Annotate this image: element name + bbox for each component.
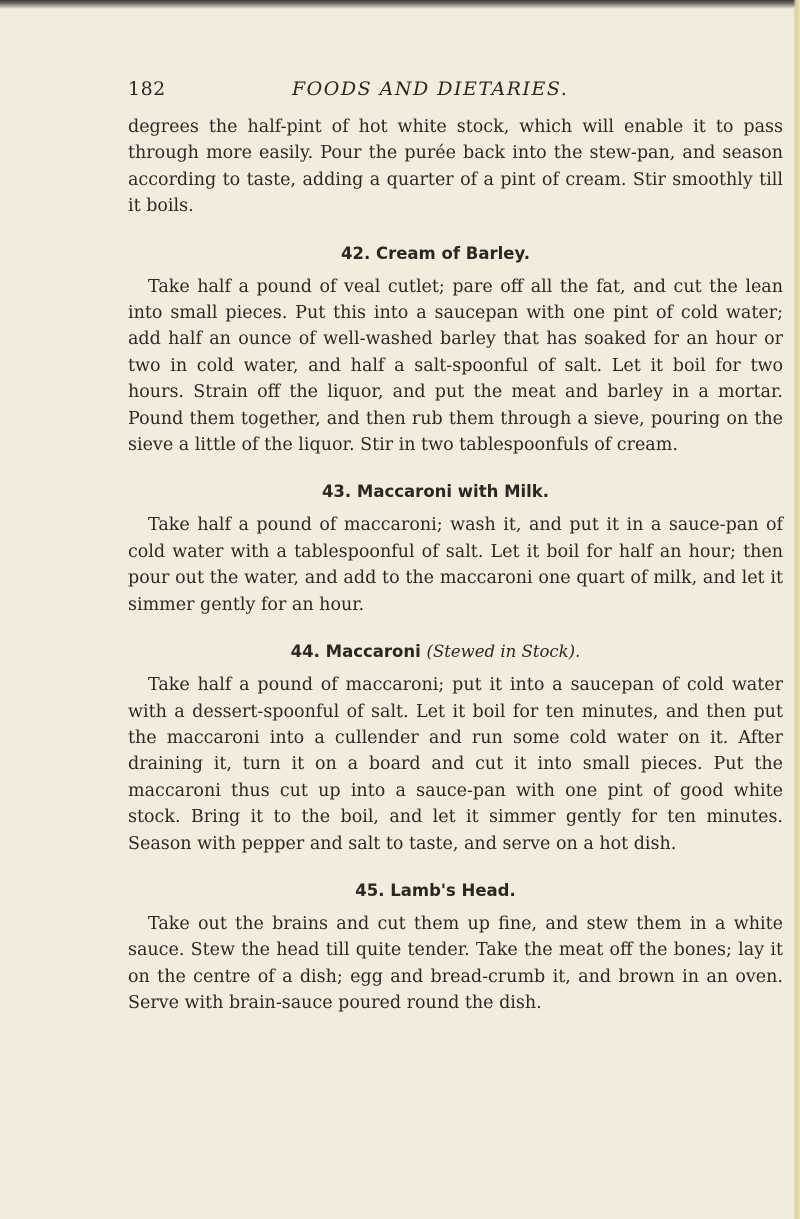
intro-paragraph: degrees the half-pint of hot white stock, which will enable it to pass through more easily. Pour the purée back into the stew-pan, and season according to taste, adding a quarter of a pint of cream. Stir smoothly till it boils. — [128, 117, 783, 217]
section-title-text: 45. Lamb's Head. — [355, 880, 516, 900]
page-number: 182 — [128, 78, 166, 100]
running-head: FOODS AND DIETARIES. — [292, 78, 569, 100]
book-page — [128, 78, 783, 1017]
section-title-maccaroni-with-milk — [128, 472, 783, 512]
page-header — [128, 78, 783, 114]
section-body-maccaroni-stewed: Take half a pound of maccaroni; put it into a saucepan of cold water with a dessert-spoonful of salt. Let it boil for ten minutes, and then put the maccaroni into a cullender and run some cold water on it. After draining it, turn it on a board and cut it into small pieces. Put the maccaroni thus cut up into a sauce-pan with one pint of good white stock. Bring it to the boil, and let it simmer gently for ten minutes. Season with pepper and salt to taste, and serve on a hot dish. — [128, 675, 783, 854]
section-body-lambs-head: Take out the brains and cut them up fine, and stew them in a white sauce. Stew the head till quite tender. Take the meat off the bones; lay it on the centre of a dish; egg and bread-crumb it, and brown in an oven. Serve with brain-sauce poured round the dish. — [128, 913, 783, 1014]
section-title-maccaroni-stewed — [128, 632, 783, 672]
section-title-lambs-head — [128, 871, 783, 911]
section-title-cream-of-barley — [128, 234, 783, 274]
section-title-text: 44. Maccaroni — [290, 642, 421, 662]
page-top-shadow — [0, 0, 800, 9]
page-right-edge — [793, 0, 800, 1219]
section-body-cream-of-barley: Take half a pound of veal cutlet; pare off all the fat, and cut the lean into small pieces. Put this into a saucepan with one pint of cold water; add half an ounce of well-washed barley that has soaked for an hour or two in cold water, and half a salt-spoonful of salt. Let it boil for two hours. Strain off the liquor, and put the meat and barley in a mortar. Pound them together, and then rub them through a sieve, pouring on the sieve a little of the liquor. Stir in two tablespoonfuls of cream. — [128, 276, 783, 456]
section-body-maccaroni-with-milk: Take half a pound of maccaroni; wash it, and put it in a sauce-pan of cold water with a tablespoonful of salt. Let it boil for half an hour; then pour out the water, and add to the maccaroni one quart of milk, and let it simmer gently for an hour. — [128, 515, 783, 615]
section-title-text: 43. Maccaroni with Milk. — [321, 482, 550, 502]
section-title-text: 42. Cream of Barley. — [341, 243, 530, 263]
section-subtitle: (Stewed in Stock). — [426, 642, 581, 662]
